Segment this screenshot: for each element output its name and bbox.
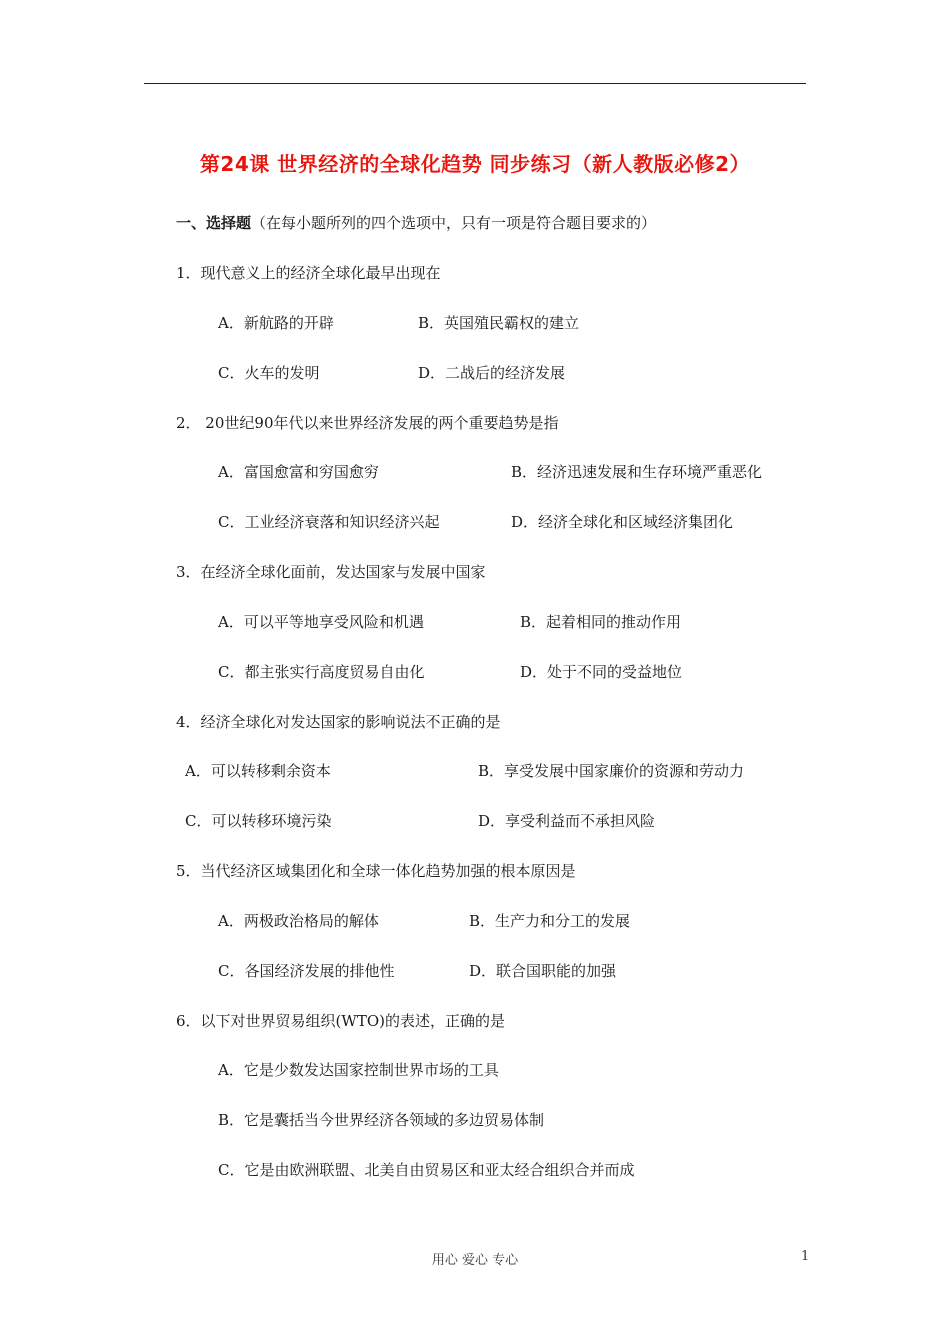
option: D．经济全球化和区域经济集团化 xyxy=(511,513,734,531)
question-stem: 1．现代意义上的经济全球化最早出现在 xyxy=(176,264,441,282)
option: D．享受利益而不承担风险 xyxy=(478,812,656,830)
option: D．二战后的经济发展 xyxy=(418,364,566,382)
header-rule xyxy=(144,83,806,84)
option: B．它是囊括当今世界经济各领域的多边贸易体制 xyxy=(218,1111,545,1129)
option: A．两极政治格局的解体 xyxy=(218,912,379,930)
option: A．富国愈富和穷国愈穷 xyxy=(218,463,379,481)
page-title: 第24课 世界经济的全球化趋势 同步练习（新人教版必修2） xyxy=(199,152,751,176)
option: A．它是少数发达国家控制世界市场的工具 xyxy=(218,1061,499,1079)
section-heading-line xyxy=(176,213,656,233)
option: A．可以平等地享受风险和机遇 xyxy=(218,613,424,631)
option: C．可以转移环境污染 xyxy=(185,812,332,830)
section-heading: 一、选择题 xyxy=(176,214,252,232)
question-stem: 4．经济全球化对发达国家的影响说法不正确的是 xyxy=(176,713,501,731)
question-stem: 6．以下对世界贸易组织(WTO)的表述，正确的是 xyxy=(176,1012,505,1030)
option: C．都主张实行高度贸易自由化 xyxy=(218,663,425,681)
option: B．英国殖民霸权的建立 xyxy=(418,314,580,332)
option: D．处于不同的受益地位 xyxy=(520,663,683,681)
option: C．各国经济发展的排他性 xyxy=(218,962,395,980)
page-number: 1 xyxy=(801,1249,810,1264)
section-note: （在每小题所列的四个选项中，只有一项是符合题目要求的） xyxy=(251,214,657,232)
option: C．工业经济衰落和知识经济兴起 xyxy=(218,513,440,531)
option: A．可以转移剩余资本 xyxy=(185,762,331,780)
question-stem: 3．在经济全球化面前，发达国家与发展中国家 xyxy=(176,563,486,581)
option: A．新航路的开辟 xyxy=(218,314,334,332)
option: B．起着相同的推动作用 xyxy=(520,613,682,631)
option: D．联合国职能的加强 xyxy=(469,962,617,980)
option: C．它是由欧洲联盟、北美自由贸易区和亚太经合组织合并而成 xyxy=(218,1161,635,1179)
question-stem: 2． 20世纪90年代以来世界经济发展的两个重要趋势是指 xyxy=(176,414,559,432)
option: B．生产力和分工的发展 xyxy=(469,912,631,930)
question-stem: 5．当代经济区域集团化和全球一体化趋势加强的根本原因是 xyxy=(176,862,576,880)
option: B．经济迅速发展和生存环境严重恶化 xyxy=(511,463,763,481)
option: C．火车的发明 xyxy=(218,364,320,382)
option: B．享受发展中国家廉价的资源和劳动力 xyxy=(478,762,745,780)
footer-text: 用心 爱心 专心 xyxy=(431,1253,519,1268)
